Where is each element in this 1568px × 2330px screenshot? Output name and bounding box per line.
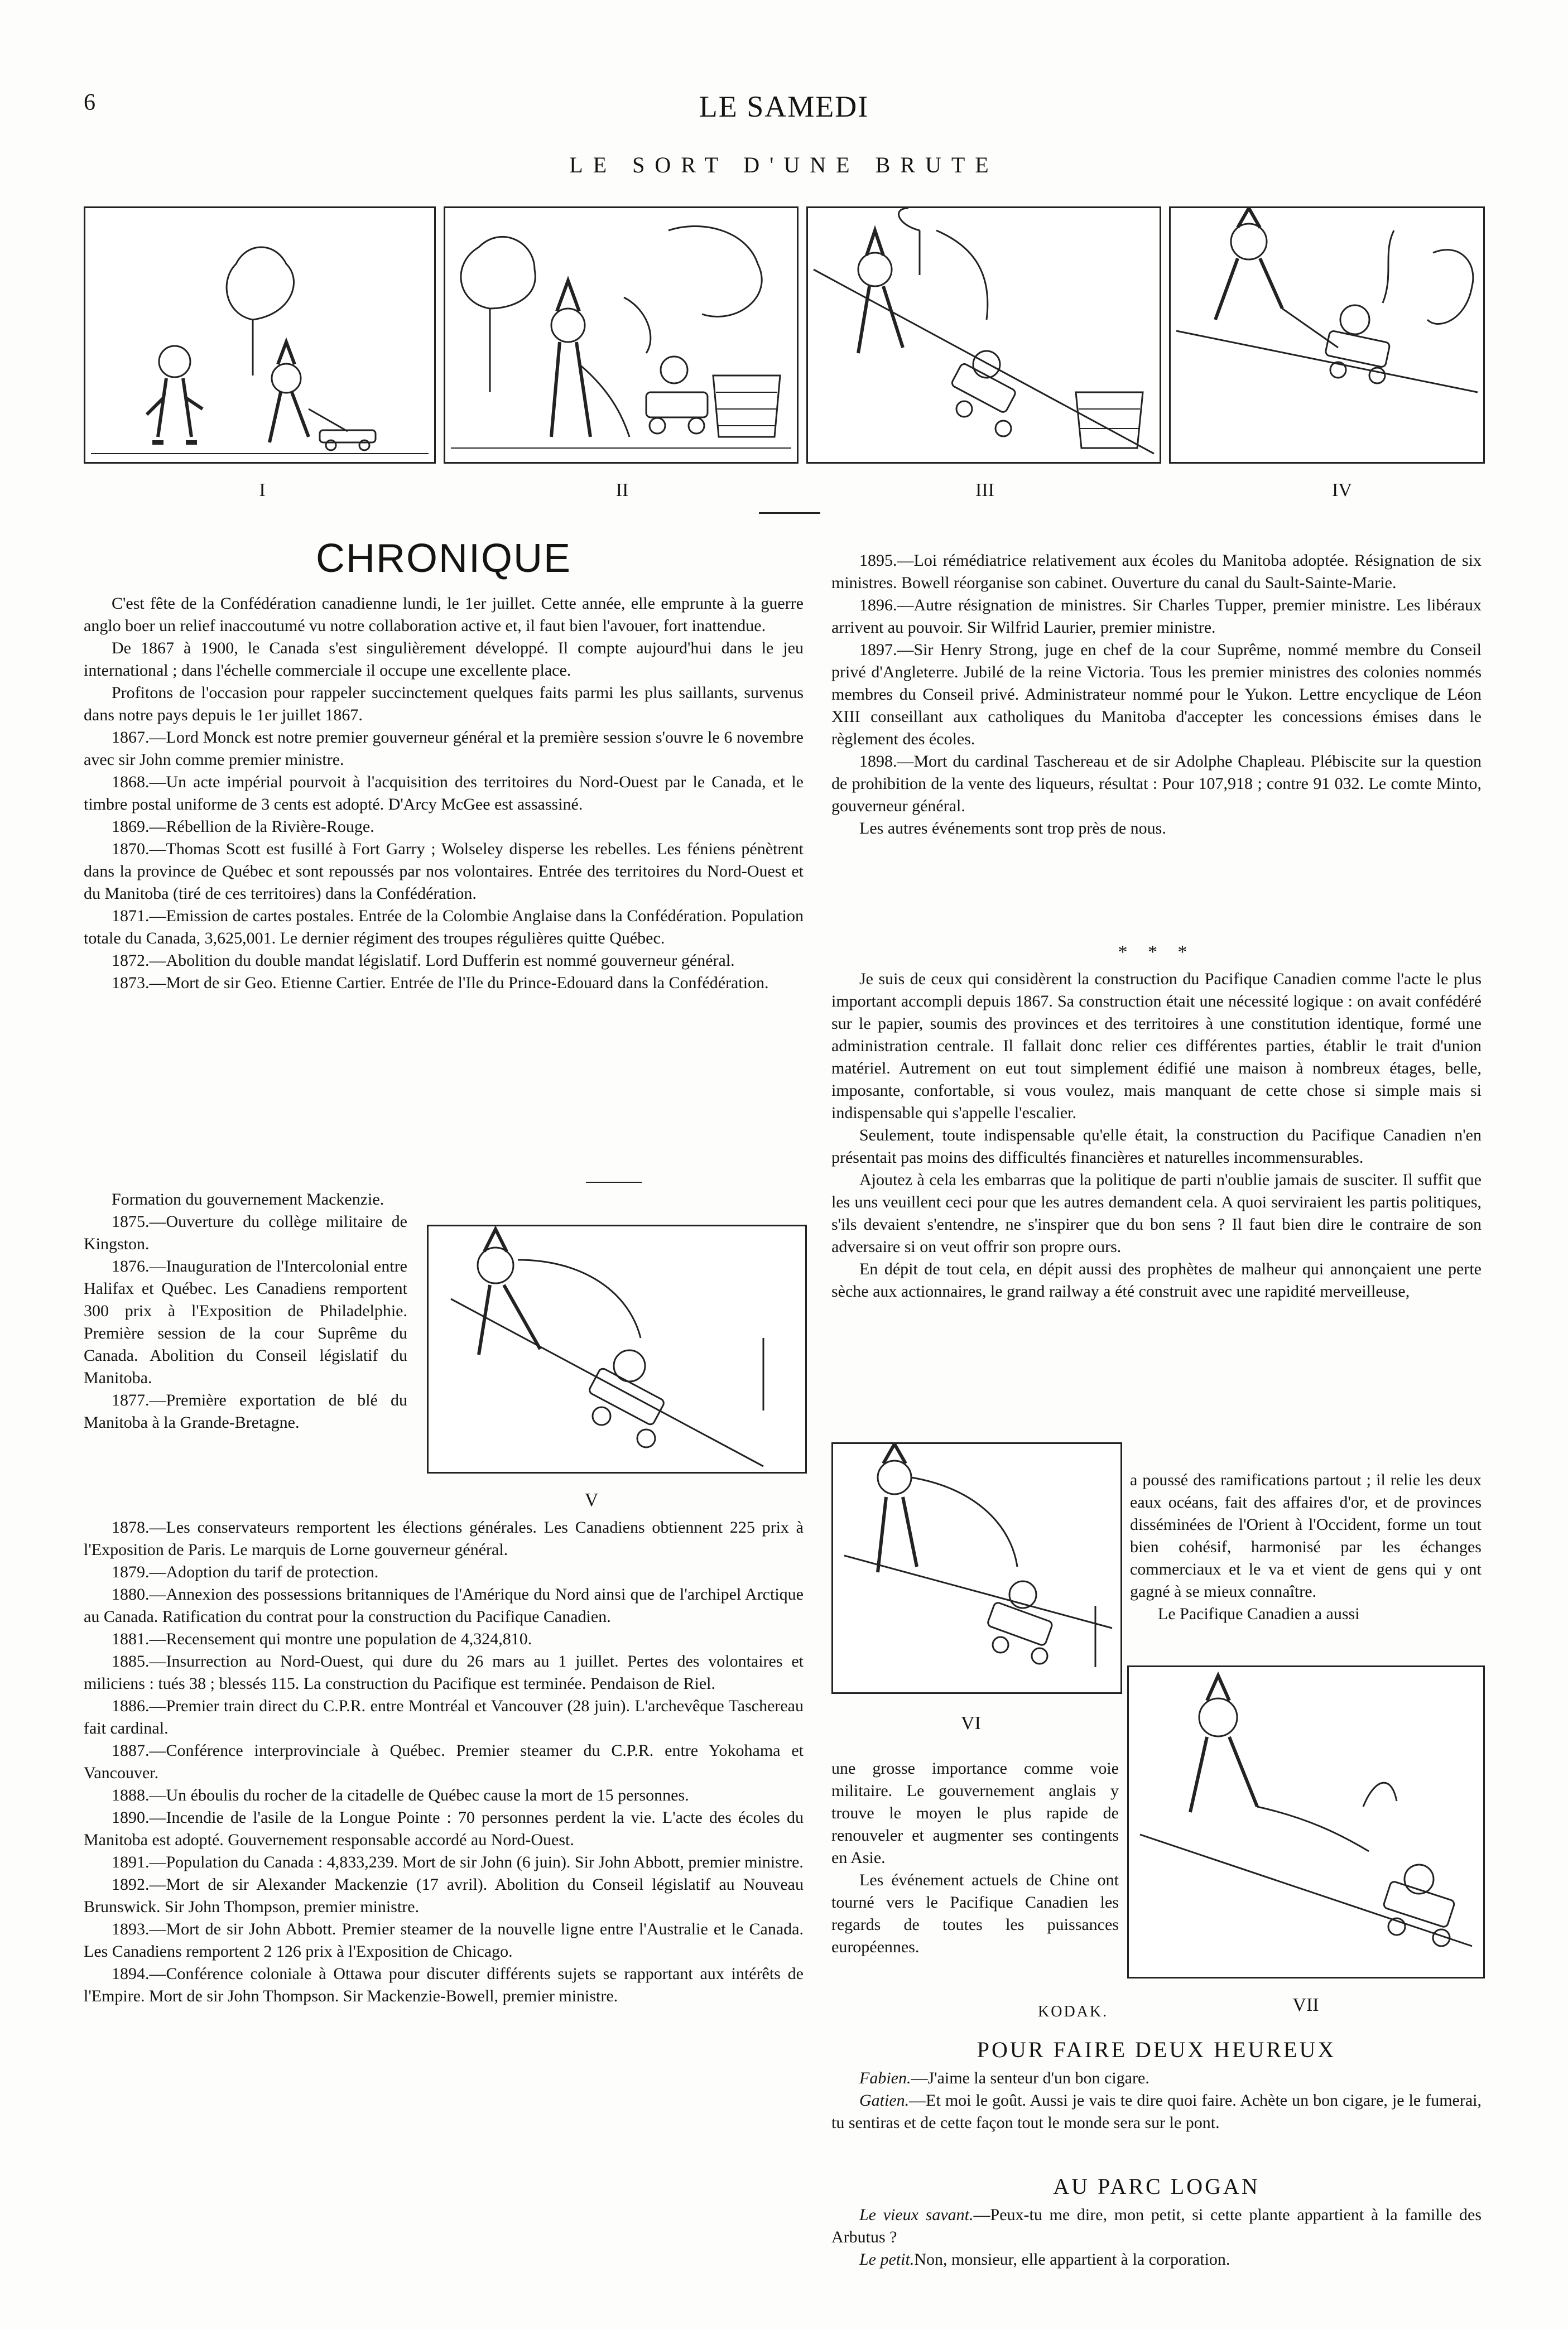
paragraph: Je suis de ceux qui considèrent la construction du Pacifique Canadien comme l'acte le plus important accompli depuis 1867. Sa construction était une nécessité logique : on avait confédéré sur le papier, soumis des provinces et des territoires à une constitution identique, formé une administration centrale. Il fallait donc relier ces différentes parties, établir le trait d'union matériel. Autrement on eut tout simplement édifié une maison à nombreux étages, belle, imposante, confortable, si vous voulez, mais manquant de cette chose si simple mais si indispensable qui s'appelle l'escalier.: [831, 970, 1482, 1122]
paragraph: Profitons de l'occasion pour rappeler succinctement quelques faits parmi les plus saillants, survenus dans notre pays depuis le 1er juillet 1867.: [84, 683, 804, 724]
right-column-mid: [831, 968, 1482, 1303]
dialogue-line: [831, 2090, 1482, 2134]
paragraph: 1888.—Un éboulis du rocher de la citadelle de Québec cause la mort de 15 personnes.: [112, 1786, 689, 1804]
paragraph: En dépit de tout cela, en dépit aussi des prophètes de malheur qui annonçaient une perte sèche aux actionnaires, le grand railway a été construit avec une rapidité merveilleuse,: [831, 1260, 1482, 1301]
comic-drawing-1: [85, 208, 434, 462]
dialogue-line: [831, 2249, 1482, 2271]
paragraph: 1897.—Sir Henry Strong, juge en chef de la cour Suprême, nommé membre du Conseil privé d'Angleterre. Jubilé de la reine Victoria. Tous les premier ministres des colonies nommés membres du Conseil privé. Administrateur nommé pour le Yukon. Lettre encyclique de Léon XIII conseillant aux catholiques du Manitoba d'accepter les concessions émises dans le règlement des écoles.: [831, 641, 1482, 748]
dialogue-line: [831, 2067, 1482, 2090]
paragraph: 1892.—Mort de sir Alexander Mackenzie (17 avril). Abolition du Conseil législatif au Nouveau Brunswick. Sir John Thompson, premier ministre.: [84, 1875, 804, 1916]
comic-drawing-7: [1129, 1667, 1483, 1977]
joke-1-body: [831, 2067, 1482, 2134]
paragraph: 1890.—Incendie de l'asile de la Longue Pointe : 70 personnes perdent la vie. L'acte des écoles du Manitoba est adopté. Gouvernement responsable accordé au Nord-Ouest.: [84, 1808, 804, 1849]
speaker-name: Fabien.: [859, 2069, 911, 2087]
paragraph: 1880.—Annexion des possessions britanniques de l'Amérique du Nord ainsi que de l'archipel Arctique au Canada. Ratification du contrat pour la construction du Pacifique Canadien.: [84, 1585, 804, 1626]
paragraph: 1893.—Mort de sir John Abbott. Premier steamer de la nouvelle ligne entre l'Australie et le Canada. Les Canadiens remportent 2 126 prix à l'Exposition de Chicago.: [84, 1920, 804, 1961]
panel-label-7: VII: [1292, 1995, 1319, 2015]
paragraph: 1895.—Loi rémédiatrice relativement aux écoles du Manitoba adoptée. Résignation de six ministres. Bowell réorganise son cabinet. Ouverture du canal du Sault-Sainte-Marie.: [831, 551, 1482, 592]
article-signature: KODAK.: [1038, 2003, 1109, 2020]
comic-drawing-4: [1171, 208, 1483, 462]
comic-panel-2: [444, 206, 799, 464]
left-column-top: [84, 593, 804, 994]
dialogue-text: —Peux-tu me dire, mon petit, si cette plante appartient à la famille des Arbutus ?: [831, 2206, 1482, 2246]
dialogue-text: —Et moi le goût. Aussi je vais te dire quoi faire. Achète un bon cigare, je le fumerai, tu sentiras et de cette façon tout le monde sera sur le pont.: [831, 2091, 1482, 2132]
paragraph: Ajoutez à cela les embarras que la politique de parti n'oublie jamais de susciter. Il suffit que les uns veuillent ceci pour que les autres demandent cela. A quoi serviraient les partis politiques, s'ils devaient s'entendre, ne s'inspirer que du bon sens ? Il faut bien dire le contraire de son adversaire si on veut offrir son propre ours.: [831, 1171, 1482, 1256]
paragraph: Le Pacifique Canadien a aussi: [1158, 1605, 1360, 1623]
left-column-bottom: [84, 1517, 804, 2008]
paragraph: 1877.—Première exportation de blé du Manitoba à la Grande-Bretagne.: [84, 1391, 407, 1432]
joke-1-title: POUR FAIRE DEUX HEUREUX: [977, 2037, 1336, 2062]
comic-panel-4: [1169, 206, 1485, 464]
paragraph: 1868.—Un acte impérial pourvoit à l'acquisition des territoires du Nord-Ouest par le Canada, et le timbre postal uniforme de 3 cents est adopté. D'Arcy McGee est assassiné.: [84, 773, 804, 813]
paragraph: 1894.—Conférence coloniale à Ottawa pour discuter différents sujets se rapportant aux intérêts de l'Empire. Mort de sir John Thompson. Sir Mackenzie-Bowell, premier ministre.: [84, 1965, 804, 2005]
paragraph: 1879.—Adoption du tarif de protection.: [112, 1563, 379, 1581]
paragraph: 1869.—Rébellion de la Rivière-Rouge.: [112, 817, 374, 836]
speaker-name: Le petit.: [859, 2250, 915, 2269]
small-rule: [586, 1182, 642, 1183]
comic-panel-6: [831, 1442, 1122, 1694]
paragraph: 1871.—Emission de cartes postales. Entrée de la Colombie Anglaise dans la Confédération. Population totale du Canada, 3,625,001. Le dernier régiment des troupes régulières quitte Québec.: [84, 907, 804, 947]
panel-label-3: III: [975, 480, 994, 500]
article-title: CHRONIQUE: [315, 536, 571, 581]
comic-panel-1: [84, 206, 436, 464]
paragraph: une grosse importance comme voie militaire. Le gouvernement anglais y trouve le moyen le plus rapide de renouveler et augmenter ses contingents en Asie.: [831, 1759, 1119, 1867]
comic-drawing-3: [808, 208, 1160, 462]
paragraph: De 1867 à 1900, le Canada s'est singulièrement développé. Il compte aujourd'hui dans le jeu international ; dans l'échelle commerciale il occupe une excellente place.: [84, 639, 804, 680]
paragraph: 1881.—Recensement qui montre une population de 4,324,810.: [112, 1630, 532, 1648]
speaker-name: Le vieux savant.: [859, 2206, 974, 2224]
dialogue-text: —J'aime la senteur d'un bon cigare.: [911, 2069, 1149, 2087]
paragraph: Les autres événements sont trop près de nous.: [859, 819, 1166, 837]
paragraph: Formation du gouvernement Mackenzie.: [112, 1190, 384, 1209]
paragraph: 1878.—Les conservateurs remportent les élections générales. Les Canadiens obtiennent 225 prix à l'Exposition de Paris. Le marquis de Lorne gouverneur général.: [84, 1518, 804, 1559]
panel-label-2: II: [615, 480, 629, 500]
speaker-name: Gatien.: [859, 2091, 910, 2110]
paragraph: Les événement actuels de Chine ont tourné vers le Pacifique Canadien les regards de toutes les puissances européennes.: [831, 1871, 1119, 1956]
paragraph: Seulement, toute indispensable qu'elle était, la construction du Pacifique Canadien n'en présentait pas moins des difficultés financières et naturelles incommensurables.: [831, 1126, 1482, 1167]
paragraph: 1870.—Thomas Scott est fusillé à Fort Garry ; Wolseley disperse les rebelles. Les féniens pénètrent dans la province de Québec et sont repoussés par nos volontaires. Entrée des territoires du Nord-Ouest et du Manitoba (tiré de ces territoires) dans la Confédération.: [84, 840, 804, 903]
paragraph: 1872.—Abolition du double mandat législatif. Lord Dufferin est nommé gouverneur général.: [112, 951, 735, 970]
comic-drawing-2: [445, 208, 797, 462]
paragraph: C'est fête de la Confédération canadienne lundi, le 1er juillet. Cette année, elle emprunte à la guerre anglo boer un relief inaccoutumé vu notre collaboration active et, il faut bien l'avouer, fort inattendue.: [84, 594, 804, 635]
paragraph: 1896.—Autre résignation de ministres. Sir Charles Tupper, premier ministre. Les libéraux arrivent au pouvoir. Sir Wilfrid Laurier, premier ministre.: [831, 596, 1482, 637]
paragraph: 1867.—Lord Monck est notre premier gouverneur général et la première session s'ouvre le 6 novembre avec sir John comme premier ministre.: [84, 728, 804, 769]
paragraph: 1891.—Population du Canada : 4,833,239. Mort de sir John (6 juin). Sir John Abbott, premier ministre.: [112, 1853, 804, 1871]
paragraph: 1876.—Inauguration de l'Intercolonial entre Halifax et Québec. Les Canadiens remportent 300 prix à l'Exposition de Philadelphie. Première session de la cour Suprême du Canada. Abolition du Conseil législatif du Manitoba.: [84, 1257, 407, 1387]
comic-panel-3: [806, 206, 1161, 464]
paragraph: 1886.—Premier train direct du C.P.R. entre Montréal et Vancouver (28 juin). L'archevêque Taschereau fait cardinal.: [84, 1697, 804, 1737]
paragraph: 1875.—Ouverture du collège militaire de Kingston.: [84, 1212, 407, 1253]
dialogue-line: [831, 2204, 1482, 2249]
panel-label-5: V: [584, 1490, 599, 1510]
left-column-narrow: [84, 1188, 407, 1434]
comic-panel-7: [1127, 1665, 1485, 1978]
masthead: LE SAMEDI: [699, 90, 869, 123]
paragraph: a poussé des ramifications partout ; il relie les deux eaux océans, fait des affaires d'or, et de provinces disséminées de l'Orient à l'Occident, forme un tout bien cohésif, harmonisé par les échanges commerciaux et le va et vient de gens qui y ont gagné à se mieux connaître.: [1130, 1471, 1482, 1601]
panel-label-6: VI: [961, 1713, 981, 1734]
paragraph: 1873.—Mort de sir Geo. Etienne Cartier. Entrée de l'Ile du Prince-Edouard dans la Confédération.: [112, 974, 769, 992]
comic-strip-title: LE SORT D'UNE BRUTE: [569, 152, 999, 177]
page-number: 6: [84, 90, 95, 115]
right-column-narrow-right: [1130, 1469, 1482, 1625]
right-column-top: [831, 550, 1482, 840]
dialogue-text: Non, monsieur, elle appartient à la corporation.: [914, 2250, 1230, 2269]
paragraph: 1887.—Conférence interprovinciale à Québec. Premier steamer du C.P.R. entre Yokohama et Vancouver.: [84, 1741, 804, 1782]
comic-drawing-6: [833, 1444, 1120, 1692]
comic-drawing-5: [429, 1226, 805, 1472]
panel-label-4: IV: [1332, 480, 1352, 500]
section-rule: [759, 512, 820, 514]
paragraph: 1898.—Mort du cardinal Taschereau et de sir Adolphe Chapleau. Plébiscite sur la question de prohibition de la vente des liqueurs, résultat : Pour 107,918 ; contre 91 032. Le comte Minto, gouverneur général.: [831, 752, 1482, 815]
paragraph: 1885.—Insurrection au Nord-Ouest, qui dure du 26 mars au 1 juillet. Pertes des volontaires et miliciens : tués 38 ; blessés 115. La construction du Pacifique est terminée. Pendaison de Riel.: [84, 1652, 804, 1693]
comic-panel-5: [427, 1225, 807, 1474]
joke-2-body: [831, 2204, 1482, 2271]
section-stars: * * *: [1118, 942, 1195, 962]
joke-2-title: AU PARC LOGAN: [1053, 2174, 1260, 2199]
panel-label-1: I: [259, 480, 266, 500]
right-column-narrow-left: [831, 1758, 1119, 1958]
